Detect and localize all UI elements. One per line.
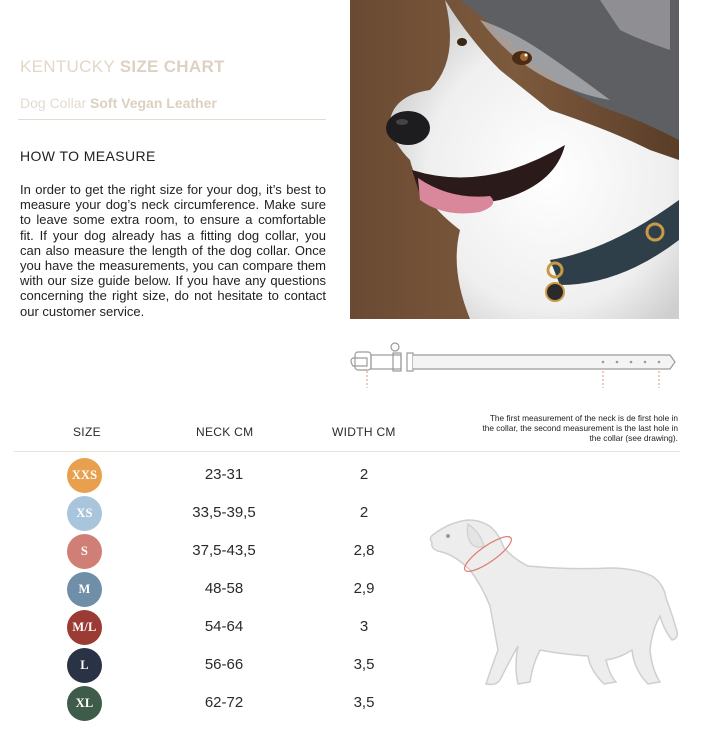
- page-subtitle: [20, 95, 217, 111]
- size-badge: L: [67, 648, 102, 683]
- size-badge: S: [67, 534, 102, 569]
- neck-value: 37,5-43,5: [192, 542, 256, 559]
- width-value: 3: [359, 618, 369, 635]
- table-divider: [14, 451, 680, 452]
- neck-value: 56-66: [204, 656, 244, 673]
- table-row: [0, 610, 420, 648]
- size-badge: XS: [67, 496, 102, 531]
- width-value: 2: [359, 504, 369, 521]
- neck-value: 62-72: [204, 694, 244, 711]
- subtitle-product: Dog Collar: [20, 95, 87, 111]
- header-width: WIDTH CM: [332, 425, 396, 439]
- size-badge: XL: [67, 686, 102, 721]
- page-title: [20, 57, 225, 77]
- table-row: [0, 572, 420, 610]
- neck-value: 48-58: [204, 580, 244, 597]
- width-value: 2: [359, 466, 369, 483]
- collar-diagram: [345, 338, 685, 394]
- size-badge: M: [67, 572, 102, 607]
- neck-value: 33,5-39,5: [192, 504, 256, 521]
- neck-value: 54-64: [204, 618, 244, 635]
- measurement-note: The first measurement of the neck is de first hole in the collar, the second measurement is the last hole in the collar (see drawing).: [482, 413, 678, 443]
- size-badge: M/L: [67, 610, 102, 645]
- title-divider: [18, 119, 326, 120]
- husky-illustration: [350, 0, 679, 319]
- header-neck: NECK CM: [196, 425, 254, 439]
- dog-outline: [420, 510, 690, 700]
- width-value: 3,5: [353, 694, 375, 711]
- title-strong: SIZE CHART: [119, 57, 225, 76]
- title-brand: KENTUCKY: [20, 57, 115, 76]
- subtitle-strong: Soft Vegan Leather: [90, 95, 217, 111]
- table-row: [0, 458, 420, 496]
- neck-value: 23-31: [204, 466, 244, 483]
- table-row: [0, 534, 420, 572]
- howto-heading: HOW TO MEASURE: [20, 148, 156, 164]
- width-value: 2,8: [353, 542, 375, 559]
- husky-photo: [350, 0, 679, 319]
- header-size: SIZE: [73, 425, 101, 439]
- width-value: 3,5: [353, 656, 375, 673]
- table-row: [0, 496, 420, 534]
- table-row: [0, 648, 420, 686]
- width-value: 2,9: [353, 580, 375, 597]
- dog-outline-icon: [420, 510, 690, 700]
- size-badge: XXS: [67, 458, 102, 493]
- table-row: [0, 686, 420, 724]
- howto-paragraph: In order to get the right size for your dog, it’s best to measure your dog’s neck circumference. Make sure to leave some extra room, to ensure a comfortable fit. If your dog already has a fitting dog collar, you can also measure the length of the dog collar. Once you have the measurements, you can compare them with our size guide below. If you have any questions concerning the right size, do not hesitate to contact our customer service.: [20, 182, 326, 319]
- collar-diagram-icon: [345, 338, 685, 394]
